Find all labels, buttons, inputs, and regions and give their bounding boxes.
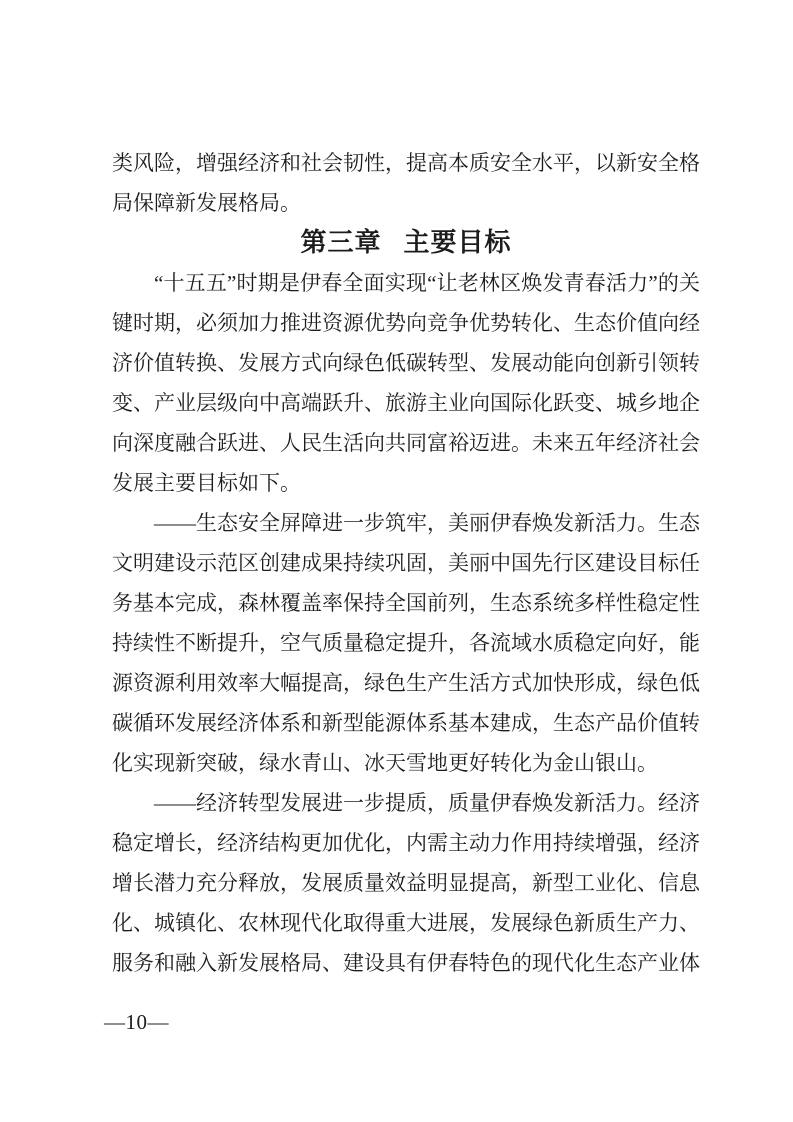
paragraph-economy-goal: ——经济转型发展进一步提质，质量伊春焕发新活力。经济稳定增长，经济结构更加优化，内需主动力作用持续增强，经济增长潜力充分释放，发展质量效益明显提高，新型工业化、信息化、城镇化、农林现代化取得重大进展，发展绿色新质生产力、服务和融入新发展格局、建设具有伊春特色的现代化生态产业体 (112, 791, 700, 975)
document-body (112, 143, 700, 983)
paragraph-overview: “十五五”时期是伊春全面实现“让老林区焕发青春活力”的关键时期，必须加力推进资源优势向竞争优势转化、生态价值向经济价值转换、发展方式向绿色低碳转型、发展动能向创新引领转变、产业层级向中高端跃升、旅游主业向国际化跃变、城乡地企向深度融合跃进、人民生活向共同富裕迈进。未来五年经济社会发展主要目标如下。 (112, 271, 700, 495)
chapter-number: 第三章 (300, 228, 382, 257)
continuation-paragraph: 类风险，增强经济和社会韧性，提高本质安全水平，以新安全格局保障新发展格局。 (112, 151, 700, 215)
chapter-heading (112, 223, 700, 263)
footer-page-number: —10— (104, 1010, 169, 1034)
paragraph-ecology-goal: ——生态安全屏障进一步筑牢，美丽伊春焕发新活力。生态文明建设示范区创建成果持续巩固，美丽中国先行区建设目标任务基本完成，森林覆盖率保持全国前列，生态系统多样性稳定性持续性不断提升，空气质量稳定提升，各流域水质稳定向好，能源资源利用效率大幅提高，绿色生产生活方式加快形成，绿色低碳循环发展经济体系和新型能源体系基本建成，生态产品价值转化实现新突破，绿水青山、冰天雪地更好转化为金山银山。 (112, 511, 700, 775)
chapter-title: 主要目标 (403, 228, 512, 257)
